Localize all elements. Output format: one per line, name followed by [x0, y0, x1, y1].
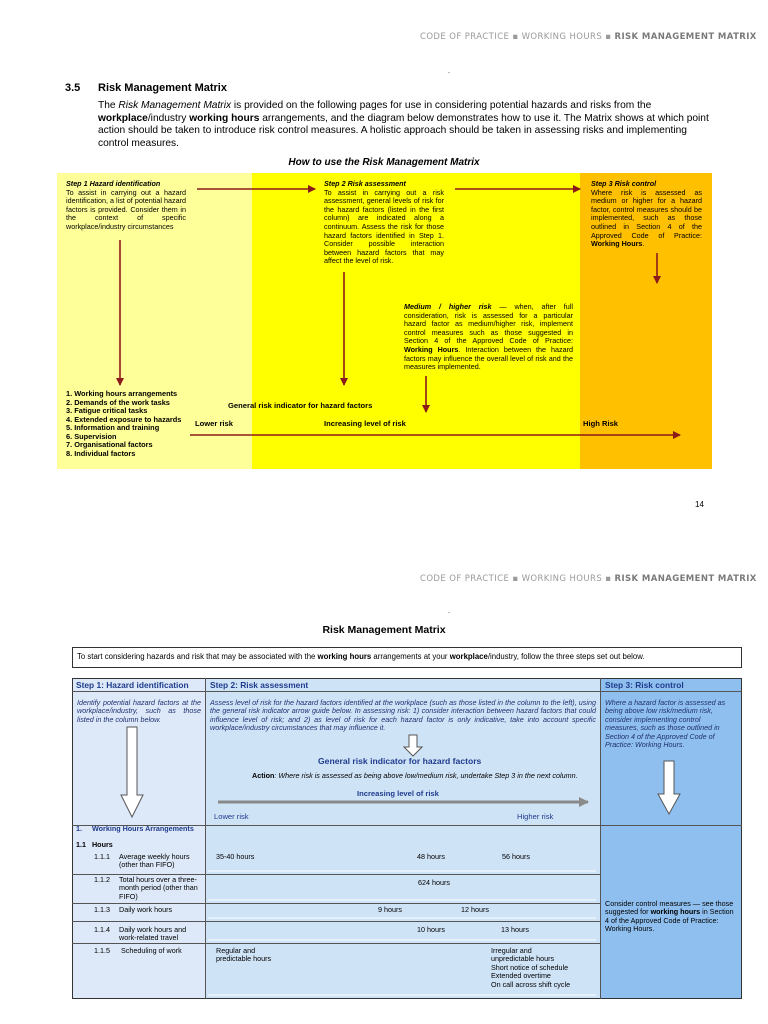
page2-header [420, 574, 757, 584]
row-value-left: Regular and predictable hours [216, 946, 272, 964]
step2-description: Assess level of risk for the hazard factors identified at the workplace (such as those listed in the column to the left), using the general risk indicator arrow guide below. In assessing risk: 1) consider interaction between hazard factors that could influence level of risk; and 2) as level of risk for each hazard factor is only indicative, take into account specific workplace/industry circumstances that may influence it. [210, 698, 596, 733]
hazard-factor-item: 5. Information and training [66, 423, 160, 432]
medium-risk-text: Working Hours [404, 344, 459, 354]
header-title: RISK MANAGEMENT MATRIX [614, 574, 757, 584]
increasing-risk-label: Increasing level of risk [357, 789, 439, 798]
lower-risk-label: Lower risk [195, 419, 233, 428]
row-value: 13 hours [501, 925, 529, 934]
row-value: 35-40 hours [216, 852, 255, 861]
section-1-heading: 1. Working Hours Arrangements [76, 824, 194, 833]
general-indicator-label: General risk indicator for hazard factors [228, 401, 373, 410]
intro-text: Risk Management Matrix [118, 100, 232, 111]
row-number: 1.1.2 [94, 875, 110, 884]
instruction-text: /industry, follow the three steps set out below. [487, 652, 645, 661]
instruction-text: working hours [317, 652, 372, 661]
row-label: Average weekly hours (other than FIFO) [119, 852, 190, 870]
row-number: 1.1.5 [94, 946, 110, 955]
intro-text: control measures. [98, 137, 179, 149]
header-title: RISK MANAGEMENT MATRIX [614, 32, 757, 42]
medium-risk-text: . Interaction between the hazard factors may influence the overall level of risk and the measures implemented. [404, 344, 573, 372]
step3-down-arrow [658, 761, 680, 814]
step1-description: Identify potential hazard factors at the workplace/industry, such as those listed in the column below. [77, 698, 201, 724]
diagram-title: How to use the Risk Management Matrix [288, 157, 480, 168]
intro-text: is provided on the following pages for use in considering potential hazards and risks from the [231, 100, 652, 111]
step3-description: Where a hazard factor is assessed as being above low risk/medium risk, consider implementing control measures, such as those outlined in Section 4 of the Approved Code of Practice: Working Hours. [605, 698, 726, 750]
step1-header: Step 1: Hazard identification [76, 680, 189, 690]
row-number: 1.1.1 [94, 852, 110, 861]
step2-title: Step 2 Risk assessment [324, 179, 406, 188]
medium-risk-text: — when, after full consideration, risk is assessed for a particular hazard factor as medium/higher risk, implement control measures such as those suggested in Section 4 of the Approved Code of Practice: [404, 302, 573, 346]
hazard-factor-item: 8. Individual factors [66, 448, 136, 458]
control-text: Consider control measures — see those suggested for [605, 899, 734, 917]
instruction-text: arrangements at your [371, 652, 450, 661]
section-number: 3.5 [65, 82, 81, 94]
section-1-1-heading: 1.1 Hours [76, 840, 113, 849]
intro-text: The [98, 100, 119, 111]
intro-text: workplace [98, 112, 148, 124]
hazard-factor-item: 6. Supervision [66, 431, 117, 441]
section-title: Risk Management Matrix [98, 82, 227, 94]
control-text: working hours [650, 907, 701, 917]
step3-text: Where risk is assessed as medium or higher for a hazard factor, control measures should be implemented, such as those outlined in Section 4 of the Approved Code of Practice: [591, 187, 702, 240]
action-label: Action [252, 771, 275, 780]
row-value: 48 hours [417, 852, 445, 861]
intro-text: arrangements, and the diagram below demonstrates how to use it. The Matrix shows at which point [259, 112, 709, 124]
row-value: 10 hours [417, 925, 445, 934]
row-label: Daily work hours and work-related travel [119, 925, 187, 943]
row-label: Scheduling of work [121, 946, 182, 955]
increasing-risk-label: Increasing level of risk [324, 419, 406, 428]
medium-risk-title: Medium / higher risk [404, 302, 492, 311]
hazard-factor-item: 1. Working hours arrangements [66, 389, 178, 398]
step3-header: Step 3: Risk control [605, 680, 684, 690]
step3-title: Step 3 Risk control [591, 179, 657, 188]
header-dot [448, 612, 450, 613]
row-value: 9 hours [378, 905, 402, 914]
step3-text: . [642, 239, 645, 249]
row-value: 624 hours [418, 878, 450, 887]
lower-risk-label: Lower risk [214, 812, 249, 821]
row-number: 1.1.3 [94, 905, 110, 914]
step2-body: To assist in carrying out a risk assessment, general levels of risk for the hazard factors (listed in the first column) are indicated along a continuum. Assess the risk for those hazard factors identified in Step 1. Consider possible interaction between hazard factors that may affect the level of risk. [324, 187, 444, 266]
intro-text: working hours [189, 112, 260, 124]
intro-text: /industry [147, 112, 190, 124]
control-measures-text [605, 900, 737, 934]
hazard-factor-item: 3. Fatigue critical tasks [66, 406, 148, 415]
action-body: : Where risk is assessed as being above low/medium risk, undertake Step 3 in the next column. [274, 771, 578, 780]
step2-header: Step 2: Risk assessment [210, 680, 309, 690]
instruction-text: To start considering hazards and risk that may be associated with the [77, 652, 318, 661]
row-value: 12 hours [461, 905, 489, 914]
row-value: 56 hours [502, 852, 530, 861]
control-text: in Section 4 of the Approved Code of Practice: Working Hours. [605, 907, 734, 934]
header-prefix: CODE OF PRACTICE ▪ WORKING HOURS ▪ [420, 32, 612, 42]
general-indicator-heading: General risk indicator for hazard factors [318, 756, 482, 766]
step1-title: Step 1 Hazard identification [66, 179, 161, 188]
step1-body: To assist in carrying out a hazard identification, a list of potential hazard factors is provided. Consider them in the context of specific workplace/industry circumstances [66, 187, 186, 231]
row-label: Daily work hours [119, 905, 173, 914]
row-number: 1.1.4 [94, 925, 110, 934]
matrix-title: Risk Management Matrix [322, 624, 446, 636]
hazard-factor-item: 7. Organisational factors [66, 440, 153, 449]
intro-text: action should be taken to introduce risk control measures. A holistic approach should be taken in assessing risks and implementing [98, 125, 687, 136]
hazard-factor-item: 4. Extended exposure to hazards [66, 414, 182, 424]
hazard-factor-item: 2. Demands of the work tasks [66, 397, 170, 407]
high-risk-label: High Risk [583, 419, 619, 428]
higher-risk-label: Higher risk [517, 812, 554, 821]
step1-down-arrow [121, 727, 143, 817]
row-value-right: Irregular and unpredictable hours Short notice of schedule Extended overtime On call across shift cycle [491, 946, 571, 989]
step2-down-arrow [404, 735, 422, 756]
instruction-text: workplace [449, 652, 488, 661]
row-label: Total hours over a three-month period (other than FIFO) [119, 875, 198, 901]
page-number: 14 [695, 500, 704, 509]
step3-text: Working Hours [591, 239, 643, 249]
header-prefix: CODE OF PRACTICE ▪ WORKING HOURS ▪ [420, 574, 612, 584]
